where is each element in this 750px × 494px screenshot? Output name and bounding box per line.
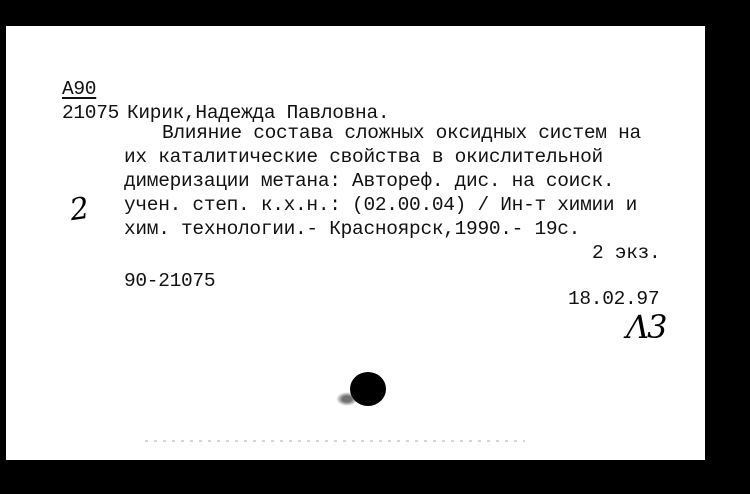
date-stamp: 18.02.97 bbox=[568, 288, 660, 310]
scan-artifact-line bbox=[145, 440, 525, 442]
description-line-5: хим. технологии.- Красноярск,1990.- 19с. bbox=[124, 218, 581, 240]
copies-count: 2 экз. bbox=[592, 242, 661, 264]
description-line-4: учен. степ. к.х.н.: (02.00.04) / Ин-т химии и bbox=[124, 194, 638, 216]
description-line-2: их каталитические свойства в окислительной bbox=[124, 146, 603, 168]
record-number: 21075 bbox=[62, 102, 120, 124]
shelfmark: А90 bbox=[62, 78, 97, 100]
handwritten-number-right: Λ3 bbox=[626, 308, 666, 346]
handwritten-number-left: 2 bbox=[67, 190, 92, 229]
ink-blot bbox=[350, 372, 386, 406]
author-name: Кирик,Надежда Павловна. bbox=[127, 102, 390, 124]
description-line-3: димеризации метана: Автореф. дис. на соиск. bbox=[124, 170, 615, 192]
inventory-number: 90-21075 bbox=[124, 270, 216, 292]
description-line-1: Влияние состава сложных оксидных систем на bbox=[162, 122, 641, 144]
